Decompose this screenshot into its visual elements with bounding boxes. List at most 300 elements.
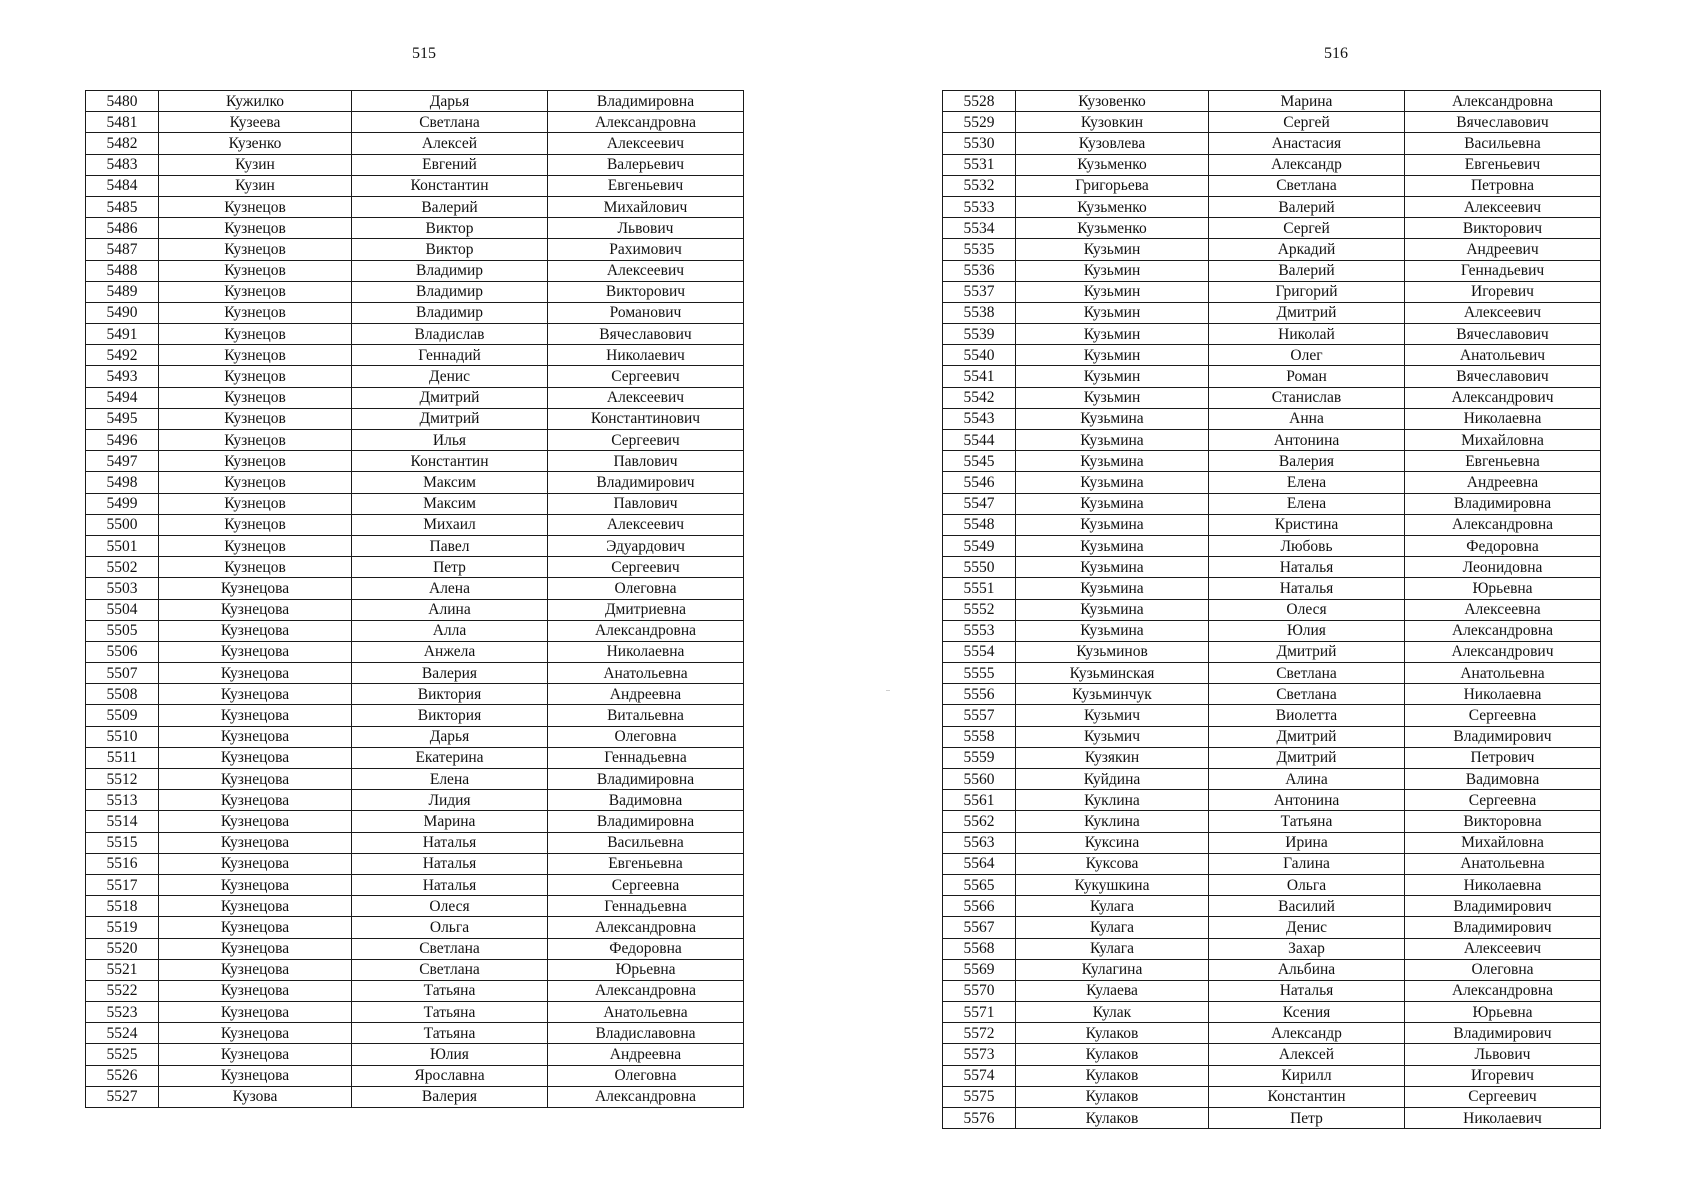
entry-number-cell: 5482: [86, 133, 159, 154]
entry-number-cell: 5486: [86, 218, 159, 239]
entry-number-cell: 5529: [943, 112, 1016, 133]
first-name-cell: Татьяна: [1209, 811, 1405, 832]
entry-number-cell: 5543: [943, 408, 1016, 429]
last-name-cell: Кузнецова: [159, 663, 352, 684]
first-name-cell: Антонина: [1209, 430, 1405, 451]
table-row: [86, 260, 744, 281]
patronymic-cell: Алексеевич: [1405, 938, 1601, 959]
entry-number-cell: 5506: [86, 641, 159, 662]
first-name-cell: Марина: [1209, 91, 1405, 112]
last-name-cell: Кузова: [159, 1086, 352, 1107]
entry-number-cell: 5508: [86, 684, 159, 705]
first-name-cell: Дмитрий: [352, 408, 548, 429]
first-name-cell: Олеся: [352, 896, 548, 917]
patronymic-cell: Алексеевич: [548, 514, 744, 535]
register-table-body: [86, 91, 744, 1108]
patronymic-cell: Анатольевич: [1405, 345, 1601, 366]
last-name-cell: Кулак: [1016, 1002, 1209, 1023]
patronymic-cell: Эдуардович: [548, 535, 744, 556]
first-name-cell: Денис: [1209, 917, 1405, 938]
entry-number-cell: 5481: [86, 112, 159, 133]
last-name-cell: Кузьминов: [1016, 641, 1209, 662]
table-row: [86, 239, 744, 260]
patronymic-cell: Витальевна: [548, 705, 744, 726]
entry-number-cell: 5485: [86, 196, 159, 217]
last-name-cell: Кузьмич: [1016, 705, 1209, 726]
first-name-cell: Виктория: [352, 705, 548, 726]
patronymic-cell: Николаевич: [548, 345, 744, 366]
first-name-cell: Алексей: [352, 133, 548, 154]
table-row: [943, 811, 1601, 832]
last-name-cell: Куйдина: [1016, 769, 1209, 790]
entry-number-cell: 5530: [943, 133, 1016, 154]
table-row: [943, 599, 1601, 620]
first-name-cell: Михаил: [352, 514, 548, 535]
table-row: [943, 896, 1601, 917]
first-name-cell: Валерия: [352, 663, 548, 684]
entry-number-cell: 5495: [86, 408, 159, 429]
table-row: [86, 175, 744, 196]
entry-number-cell: 5524: [86, 1023, 159, 1044]
first-name-cell: Дарья: [352, 726, 548, 747]
table-row: [943, 1044, 1601, 1065]
first-name-cell: Виктор: [352, 239, 548, 260]
patronymic-cell: Сергеевна: [1405, 790, 1601, 811]
first-name-cell: Валерий: [352, 196, 548, 217]
first-name-cell: Светлана: [1209, 663, 1405, 684]
first-name-cell: Елена: [1209, 472, 1405, 493]
entry-number-cell: 5483: [86, 154, 159, 175]
right-page: [845, 0, 1691, 1200]
patronymic-cell: Николаевна: [548, 641, 744, 662]
entry-number-cell: 5545: [943, 451, 1016, 472]
last-name-cell: Кузнецов: [159, 196, 352, 217]
patronymic-cell: Вадимовна: [548, 790, 744, 811]
last-name-cell: Кузнецов: [159, 302, 352, 323]
table-row: [943, 874, 1601, 895]
table-row: [86, 980, 744, 1001]
entry-number-cell: 5558: [943, 726, 1016, 747]
entry-number-cell: 5498: [86, 472, 159, 493]
first-name-cell: Захар: [1209, 938, 1405, 959]
first-name-cell: Максим: [352, 493, 548, 514]
first-name-cell: Наталья: [352, 853, 548, 874]
first-name-cell: Наталья: [352, 874, 548, 895]
table-row: [943, 917, 1601, 938]
entry-number-cell: 5501: [86, 535, 159, 556]
entry-number-cell: 5566: [943, 896, 1016, 917]
table-row: [86, 726, 744, 747]
entry-number-cell: 5480: [86, 91, 159, 112]
last-name-cell: Куксова: [1016, 853, 1209, 874]
table-row: [943, 387, 1601, 408]
patronymic-cell: Леонидовна: [1405, 557, 1601, 578]
last-name-cell: Куклина: [1016, 811, 1209, 832]
patronymic-cell: Игоревич: [1405, 281, 1601, 302]
patronymic-cell: Викторовна: [1405, 811, 1601, 832]
patronymic-cell: Вадимовна: [1405, 769, 1601, 790]
table-row: [86, 853, 744, 874]
patronymic-cell: Олеговна: [548, 578, 744, 599]
first-name-cell: Александр: [1209, 1023, 1405, 1044]
patronymic-cell: Владимирович: [548, 472, 744, 493]
first-name-cell: Григорий: [1209, 281, 1405, 302]
table-row: [86, 896, 744, 917]
first-name-cell: Ксения: [1209, 1002, 1405, 1023]
first-name-cell: Елена: [1209, 493, 1405, 514]
entry-number-cell: 5565: [943, 874, 1016, 895]
first-name-cell: Илья: [352, 430, 548, 451]
patronymic-cell: Андреевна: [1405, 472, 1601, 493]
table-row: [943, 324, 1601, 345]
table-row: [86, 557, 744, 578]
patronymic-cell: Юрьевна: [1405, 578, 1601, 599]
last-name-cell: Кузякин: [1016, 747, 1209, 768]
last-name-cell: Кузовенко: [1016, 91, 1209, 112]
last-name-cell: Кузнецов: [159, 514, 352, 535]
patronymic-cell: Николаевна: [1405, 408, 1601, 429]
entry-number-cell: 5569: [943, 959, 1016, 980]
first-name-cell: Татьяна: [352, 980, 548, 1001]
patronymic-cell: Федоровна: [1405, 535, 1601, 556]
first-name-cell: Дмитрий: [1209, 747, 1405, 768]
last-name-cell: Кузнецова: [159, 790, 352, 811]
first-name-cell: Юлия: [352, 1044, 548, 1065]
entry-number-cell: 5528: [943, 91, 1016, 112]
entry-number-cell: 5556: [943, 684, 1016, 705]
scan-artifact: [886, 690, 890, 691]
patronymic-cell: Александровна: [1405, 980, 1601, 1001]
table-row: [943, 345, 1601, 366]
entry-number-cell: 5563: [943, 832, 1016, 853]
first-name-cell: Алексей: [1209, 1044, 1405, 1065]
last-name-cell: Кузьминчук: [1016, 684, 1209, 705]
patronymic-cell: Сергеевна: [1405, 705, 1601, 726]
register-table: [942, 90, 1601, 1129]
patronymic-cell: Владимировна: [1405, 493, 1601, 514]
first-name-cell: Елена: [352, 769, 548, 790]
entry-number-cell: 5532: [943, 175, 1016, 196]
first-name-cell: Валерий: [1209, 260, 1405, 281]
table-row: [943, 620, 1601, 641]
first-name-cell: Геннадий: [352, 345, 548, 366]
table-row: [86, 1023, 744, 1044]
patronymic-cell: Александровна: [548, 112, 744, 133]
patronymic-cell: Геннадьевна: [548, 747, 744, 768]
first-name-cell: Лидия: [352, 790, 548, 811]
table-row: [943, 578, 1601, 599]
first-name-cell: Ольга: [352, 917, 548, 938]
patronymic-cell: Евгеньевна: [1405, 451, 1601, 472]
table-row: [943, 196, 1601, 217]
last-name-cell: Кузьмина: [1016, 408, 1209, 429]
entry-number-cell: 5526: [86, 1065, 159, 1086]
table-row: [943, 938, 1601, 959]
last-name-cell: Кужилко: [159, 91, 352, 112]
last-name-cell: Кузнецов: [159, 451, 352, 472]
table-row: [86, 133, 744, 154]
last-name-cell: Куклина: [1016, 790, 1209, 811]
table-row: [943, 1065, 1601, 1086]
patronymic-cell: Владимировна: [548, 91, 744, 112]
entry-number-cell: 5548: [943, 514, 1016, 535]
last-name-cell: Кулага: [1016, 917, 1209, 938]
table-row: [943, 472, 1601, 493]
patronymic-cell: Алексеевич: [548, 260, 744, 281]
last-name-cell: Кузнецов: [159, 324, 352, 345]
entry-number-cell: 5489: [86, 281, 159, 302]
first-name-cell: Кирилл: [1209, 1065, 1405, 1086]
table-row: [86, 345, 744, 366]
last-name-cell: Кузьминская: [1016, 663, 1209, 684]
patronymic-cell: Юрьевна: [548, 959, 744, 980]
entry-number-cell: 5574: [943, 1065, 1016, 1086]
patronymic-cell: Сергеевич: [548, 557, 744, 578]
table-row: [86, 196, 744, 217]
entry-number-cell: 5488: [86, 260, 159, 281]
first-name-cell: Анжела: [352, 641, 548, 662]
entry-number-cell: 5519: [86, 917, 159, 938]
patronymic-cell: Дмитриевна: [548, 599, 744, 620]
first-name-cell: Александр: [1209, 154, 1405, 175]
entry-number-cell: 5557: [943, 705, 1016, 726]
patronymic-cell: Геннадьевич: [1405, 260, 1601, 281]
last-name-cell: Кузнецов: [159, 493, 352, 514]
table-row: [86, 112, 744, 133]
table-row: [943, 747, 1601, 768]
last-name-cell: Кузьмина: [1016, 493, 1209, 514]
first-name-cell: Роман: [1209, 366, 1405, 387]
entry-number-cell: 5546: [943, 472, 1016, 493]
last-name-cell: Кулаева: [1016, 980, 1209, 1001]
entry-number-cell: 5494: [86, 387, 159, 408]
table-row: [943, 451, 1601, 472]
first-name-cell: Олег: [1209, 345, 1405, 366]
first-name-cell: Владимир: [352, 302, 548, 323]
first-name-cell: Кристина: [1209, 514, 1405, 535]
patronymic-cell: Михайловна: [1405, 430, 1601, 451]
table-row: [86, 747, 744, 768]
last-name-cell: Кузьмина: [1016, 514, 1209, 535]
last-name-cell: Кузнецов: [159, 430, 352, 451]
first-name-cell: Татьяна: [352, 1002, 548, 1023]
last-name-cell: Кузьмин: [1016, 387, 1209, 408]
entry-number-cell: 5517: [86, 874, 159, 895]
first-name-cell: Светлана: [1209, 175, 1405, 196]
patronymic-cell: Александровна: [548, 1086, 744, 1107]
patronymic-cell: Александровна: [548, 620, 744, 641]
first-name-cell: Владимир: [352, 281, 548, 302]
first-name-cell: Наталья: [1209, 980, 1405, 1001]
table-row: [943, 557, 1601, 578]
entry-number-cell: 5512: [86, 769, 159, 790]
first-name-cell: Ярославна: [352, 1065, 548, 1086]
patronymic-cell: Евгеньевич: [548, 175, 744, 196]
patronymic-cell: Петровна: [1405, 175, 1601, 196]
last-name-cell: Кузьмич: [1016, 726, 1209, 747]
entry-number-cell: 5484: [86, 175, 159, 196]
register-table-body: [943, 91, 1601, 1129]
first-name-cell: Сергей: [1209, 112, 1405, 133]
table-row: [86, 91, 744, 112]
patronymic-cell: Валерьевич: [548, 154, 744, 175]
first-name-cell: Константин: [352, 451, 548, 472]
entry-number-cell: 5522: [86, 980, 159, 1001]
first-name-cell: Алла: [352, 620, 548, 641]
patronymic-cell: Вячеславович: [1405, 366, 1601, 387]
first-name-cell: Валерий: [1209, 196, 1405, 217]
last-name-cell: Кузнецова: [159, 769, 352, 790]
entry-number-cell: 5505: [86, 620, 159, 641]
entry-number-cell: 5538: [943, 302, 1016, 323]
last-name-cell: Кузнецова: [159, 938, 352, 959]
last-name-cell: Кузьмин: [1016, 239, 1209, 260]
last-name-cell: Кузнецова: [159, 705, 352, 726]
patronymic-cell: Николаевич: [1405, 1108, 1601, 1129]
entry-number-cell: 5536: [943, 260, 1016, 281]
table-row: [943, 133, 1601, 154]
table-row: [86, 959, 744, 980]
last-name-cell: Кузнецова: [159, 917, 352, 938]
patronymic-cell: Евгеньевна: [548, 853, 744, 874]
entry-number-cell: 5516: [86, 853, 159, 874]
table-row: [86, 302, 744, 323]
left-page: [0, 0, 845, 1200]
table-row: [943, 663, 1601, 684]
first-name-cell: Анна: [1209, 408, 1405, 429]
last-name-cell: Кулаков: [1016, 1023, 1209, 1044]
table-row: [943, 832, 1601, 853]
table-row: [86, 620, 744, 641]
patronymic-cell: Александрович: [1405, 641, 1601, 662]
patronymic-cell: Рахимович: [548, 239, 744, 260]
patronymic-cell: Михайловна: [1405, 832, 1601, 853]
last-name-cell: Кузнецова: [159, 1065, 352, 1086]
table-row: [943, 1108, 1601, 1129]
table-row: [943, 726, 1601, 747]
table-row: [86, 811, 744, 832]
entry-number-cell: 5540: [943, 345, 1016, 366]
page-number: 516: [1324, 45, 1348, 62]
first-name-cell: Константин: [352, 175, 548, 196]
patronymic-cell: Олеговна: [548, 1065, 744, 1086]
last-name-cell: Кулага: [1016, 896, 1209, 917]
entry-number-cell: 5544: [943, 430, 1016, 451]
entry-number-cell: 5503: [86, 578, 159, 599]
last-name-cell: Кузнецов: [159, 535, 352, 556]
table-row: [943, 1086, 1601, 1107]
first-name-cell: Виктор: [352, 218, 548, 239]
table-row: [943, 684, 1601, 705]
patronymic-cell: Сергеевич: [548, 430, 744, 451]
patronymic-cell: Александрович: [1405, 387, 1601, 408]
table-row: [86, 578, 744, 599]
patronymic-cell: Сергеевич: [1405, 1086, 1601, 1107]
first-name-cell: Ирина: [1209, 832, 1405, 853]
register-table: [85, 90, 744, 1108]
patronymic-cell: Алексеевна: [1405, 599, 1601, 620]
patronymic-cell: Николаевна: [1405, 874, 1601, 895]
first-name-cell: Светлана: [352, 112, 548, 133]
table-row: [943, 705, 1601, 726]
last-name-cell: Григорьева: [1016, 175, 1209, 196]
table-row: [86, 430, 744, 451]
patronymic-cell: Сергеевич: [548, 366, 744, 387]
entry-number-cell: 5555: [943, 663, 1016, 684]
patronymic-cell: Андреевич: [1405, 239, 1601, 260]
table-row: [86, 408, 744, 429]
entry-number-cell: 5507: [86, 663, 159, 684]
table-row: [943, 408, 1601, 429]
table-row: [86, 938, 744, 959]
entry-number-cell: 5551: [943, 578, 1016, 599]
last-name-cell: Кузьмина: [1016, 472, 1209, 493]
patronymic-cell: Алексеевич: [548, 387, 744, 408]
patronymic-cell: Владимирович: [1405, 896, 1601, 917]
patronymic-cell: Алексеевич: [1405, 196, 1601, 217]
patronymic-cell: Александровна: [1405, 620, 1601, 641]
last-name-cell: Кузенко: [159, 133, 352, 154]
table-row: [86, 705, 744, 726]
last-name-cell: Кузнецова: [159, 747, 352, 768]
last-name-cell: Кузнецова: [159, 811, 352, 832]
first-name-cell: Сергей: [1209, 218, 1405, 239]
patronymic-cell: Васильевна: [1405, 133, 1601, 154]
table-row: [943, 366, 1601, 387]
table-row: [86, 917, 744, 938]
entry-number-cell: 5537: [943, 281, 1016, 302]
first-name-cell: Татьяна: [352, 1023, 548, 1044]
patronymic-cell: Павлович: [548, 493, 744, 514]
last-name-cell: Кулаков: [1016, 1108, 1209, 1129]
patronymic-cell: Константинович: [548, 408, 744, 429]
patronymic-cell: Игоревич: [1405, 1065, 1601, 1086]
first-name-cell: Дмитрий: [1209, 302, 1405, 323]
first-name-cell: Петр: [352, 557, 548, 578]
first-name-cell: Анастасия: [1209, 133, 1405, 154]
first-name-cell: Антонина: [1209, 790, 1405, 811]
table-row: [86, 366, 744, 387]
table-row: [86, 769, 744, 790]
first-name-cell: Петр: [1209, 1108, 1405, 1129]
last-name-cell: Кузовлева: [1016, 133, 1209, 154]
entry-number-cell: 5518: [86, 896, 159, 917]
last-name-cell: Куксина: [1016, 832, 1209, 853]
patronymic-cell: Владимирович: [1405, 726, 1601, 747]
patronymic-cell: Александровна: [1405, 91, 1601, 112]
entry-number-cell: 5502: [86, 557, 159, 578]
entry-number-cell: 5567: [943, 917, 1016, 938]
patronymic-cell: Александровна: [1405, 514, 1601, 535]
last-name-cell: Кузнецова: [159, 641, 352, 662]
entry-number-cell: 5539: [943, 324, 1016, 345]
table-row: [943, 790, 1601, 811]
last-name-cell: Кузнецова: [159, 684, 352, 705]
patronymic-cell: Вячеславович: [1405, 324, 1601, 345]
table-row: [86, 281, 744, 302]
table-row: [86, 1044, 744, 1065]
entry-number-cell: 5554: [943, 641, 1016, 662]
last-name-cell: Кузнецов: [159, 408, 352, 429]
patronymic-cell: Викторович: [548, 281, 744, 302]
table-row: [943, 769, 1601, 790]
entry-number-cell: 5571: [943, 1002, 1016, 1023]
patronymic-cell: Александровна: [548, 980, 744, 1001]
first-name-cell: Екатерина: [352, 747, 548, 768]
table-row: [943, 493, 1601, 514]
first-name-cell: Николай: [1209, 324, 1405, 345]
entry-number-cell: 5533: [943, 196, 1016, 217]
